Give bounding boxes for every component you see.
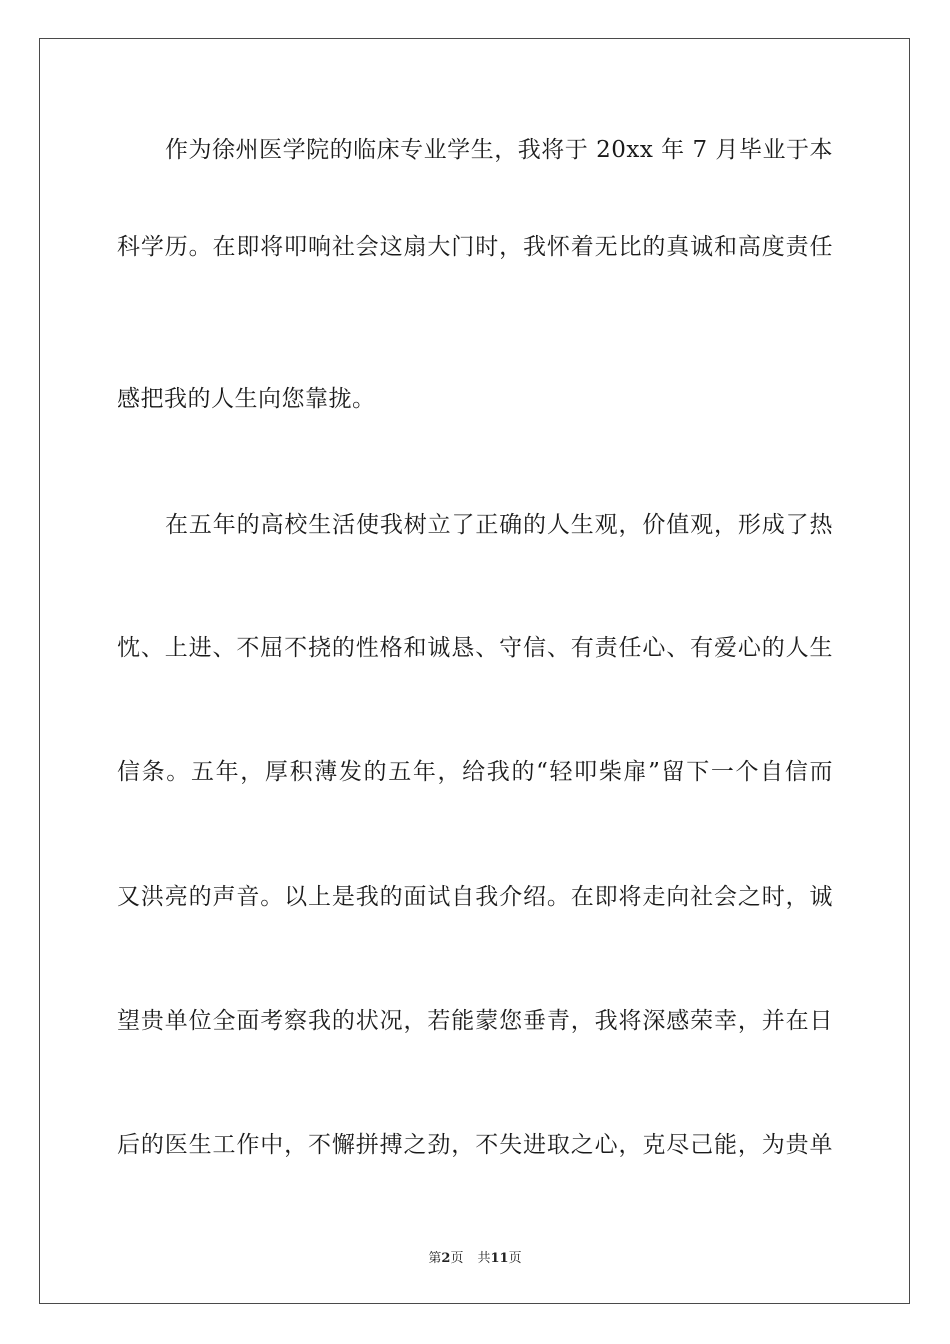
total-suffix: 页 xyxy=(508,1251,522,1266)
page-current: 2 xyxy=(441,1251,451,1266)
paragraph-1-line-2: 科学历。在即将叩响社会这扇大门时，我怀着无比的真诚和高度责任 xyxy=(117,234,833,260)
paragraph-2-line-2: 忱、上进、不屈不挠的性格和诚恳、守信、有责任心、有爱心的人生 xyxy=(117,635,833,661)
page-prefix: 第 xyxy=(428,1251,442,1266)
page-border xyxy=(39,38,910,1304)
paragraph-1-line-1: 作为徐州医学院的临床专业学生，我将于 20xx 年 7 月毕业于本 xyxy=(165,137,833,163)
page-footer xyxy=(0,1247,950,1266)
paragraph-1-line-3: 感把我的人生向您靠拢。 xyxy=(117,386,376,412)
total-prefix: 共 xyxy=(477,1251,491,1266)
page-suffix: 页 xyxy=(450,1251,464,1266)
paragraph-2-line-5: 望贵单位全面考察我的状况，若能蒙您垂青，我将深感荣幸，并在日 xyxy=(117,1008,833,1034)
paragraph-2-line-6: 后的医生工作中，不懈拼搏之劲，不失进取之心，克尽己能，为贵单 xyxy=(117,1132,833,1158)
paragraph-2-line-1: 在五年的高校生活使我树立了正确的人生观，价值观，形成了热 xyxy=(165,512,833,538)
paragraph-2-line-3: 信条。五年，厚积薄发的五年，给我的“轻叩柴扉”留下一个自信而 xyxy=(117,759,833,785)
paragraph-2-line-4: 又洪亮的声音。以上是我的面试自我介绍。在即将走向社会之时，诚 xyxy=(117,884,833,910)
page-total: 11 xyxy=(490,1251,509,1266)
